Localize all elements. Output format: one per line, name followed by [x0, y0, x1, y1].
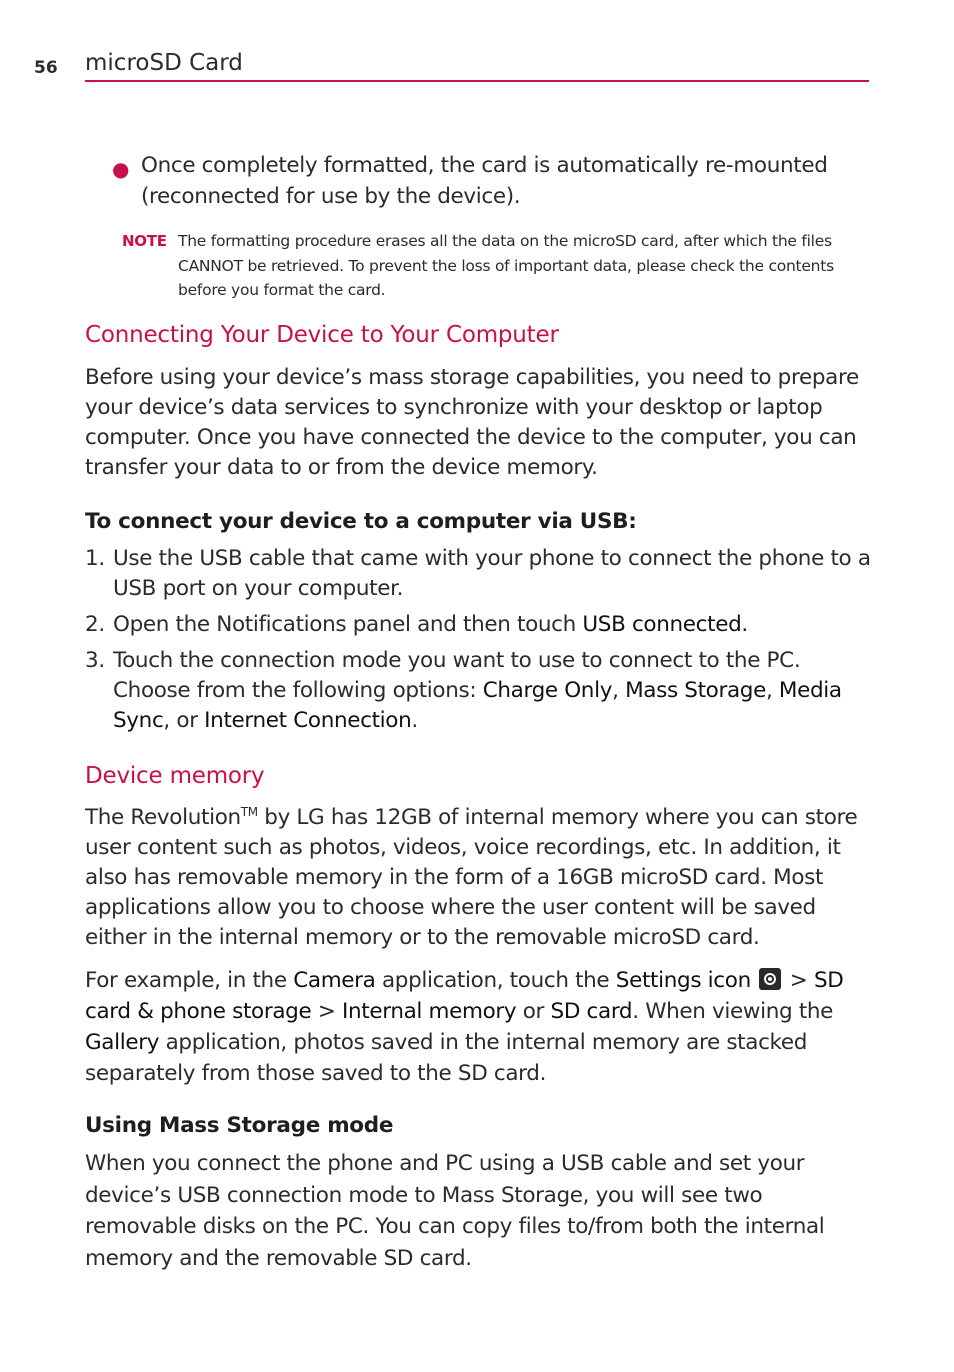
- step-text: Touch the connection mode you want to use to connect to the PC. Choose from the following options: Charge Only, Mass Storage, Media Sync, or Internet Connection.: [113, 648, 842, 733]
- gallery-term: Gallery: [85, 1030, 160, 1055]
- mass-storage-subheading: Using Mass Storage mode: [85, 1113, 394, 1138]
- bullet-dot-icon: ●: [112, 157, 130, 181]
- option-mass-storage: Mass Storage: [625, 678, 766, 703]
- camera-term: Camera: [293, 968, 376, 993]
- step-text: Use the USB cable that came with your phone to connect the phone to a USB port on your computer.: [113, 546, 871, 601]
- step-text: Open the Notifications panel and then touch USB connected.: [113, 612, 748, 637]
- connecting-paragraph: Before using your device’s mass storage capabilities, you need to prepare your device’s data services to synchronize with your desktop or laptop computer. Once you have connected the device to the computer, you can transfer your data to or from the device memory.: [85, 365, 859, 480]
- example-paragraph: For example, in the Camera application, touch the Settings icon > SD card & phone storage > Internal memory or SD card. When viewing the Gallery application, photos saved in the internal memory are stacked separately from those saved to the SD card.: [85, 968, 844, 1086]
- mass-storage-paragraph: When you connect the phone and PC using a USB cable and set your device’s USB connection mode to Mass Storage, you will see two removable disks on the PC. You can copy files to/from both the internal memory and the removable SD card.: [85, 1151, 825, 1271]
- section-heading-connecting: Connecting Your Device to Your Computer: [85, 322, 559, 348]
- step-3: [85, 646, 880, 736]
- option-media-sync: Media Sync: [113, 678, 842, 733]
- sd-phone-storage-term: SD card & phone storage: [85, 968, 844, 1024]
- header-rule: [85, 80, 869, 82]
- step-number: 1.: [85, 546, 105, 571]
- option-internet-connection: Internet Connection: [204, 708, 412, 733]
- step-2: [85, 610, 880, 640]
- step-1: [85, 544, 880, 604]
- bullet-item: [112, 150, 832, 212]
- bullet-text: Once completely formatted, the card is automatically re-mounted (reconnected for use by the device).: [141, 153, 828, 209]
- page-number: 56: [34, 58, 58, 78]
- step-number: 3.: [85, 648, 105, 673]
- note-label: NOTE: [122, 232, 167, 250]
- internal-memory-term: Internal memory: [341, 999, 517, 1024]
- running-title: microSD Card: [85, 50, 243, 76]
- device-memory-paragraph: The Revolution™ by LG has 12GB of internal memory where you can store user content such as photos, videos, voice recordings, etc. In addition, it also has removable memory in the form of a 16GB microSD card. Most applications allow you to choose where the user content will be saved either in the internal memory or to the removable microSD card.: [85, 804, 858, 950]
- step-number: 2.: [85, 612, 105, 637]
- note-text: The formatting procedure erases all the data on the microSD card, after which the files CANNOT be retrieved. To prevent the loss of important data, please check the contents before you format the card.: [178, 232, 834, 299]
- usb-connected-term: USB connected.: [582, 612, 748, 637]
- settings-icon-term: Settings icon: [615, 968, 751, 993]
- usb-subheading: To connect your device to a computer via USB:: [85, 509, 637, 534]
- note-box: [122, 229, 872, 303]
- settings-gear-icon: [759, 968, 781, 990]
- option-charge-only: Charge Only: [482, 678, 613, 703]
- section-heading-device-memory: Device memory: [85, 763, 265, 789]
- sd-card-term: SD card: [550, 999, 633, 1024]
- trademark-mark: TM: [240, 804, 258, 819]
